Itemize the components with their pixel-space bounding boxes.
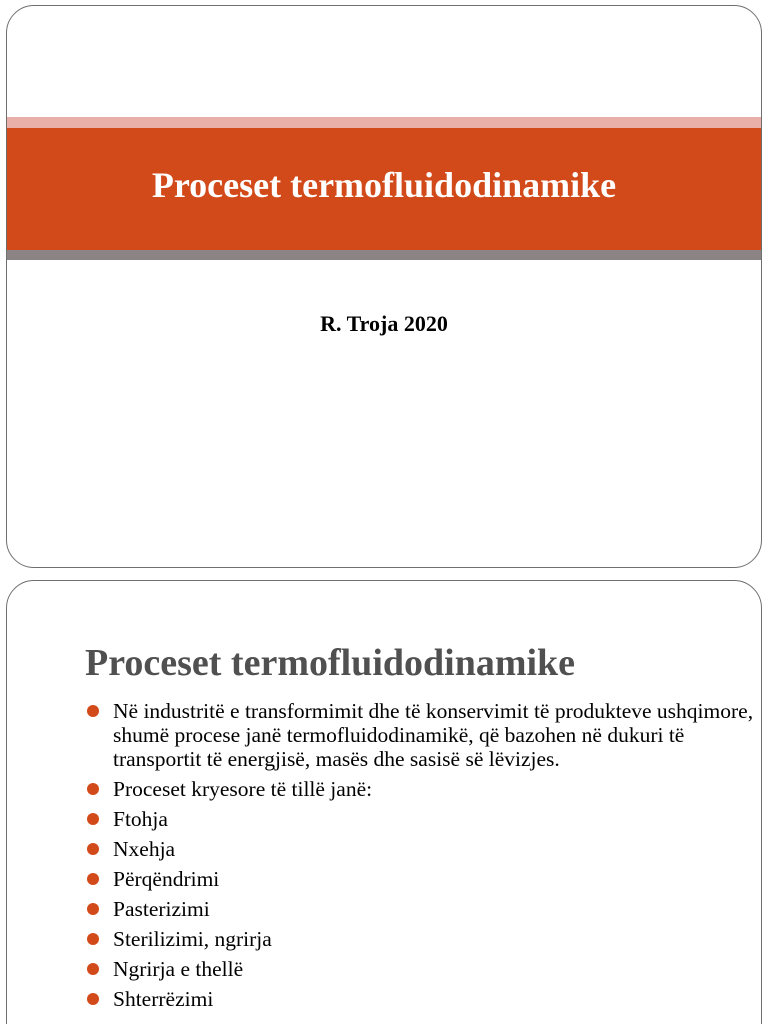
bullet-item <box>87 837 757 861</box>
bullet-item <box>87 777 757 801</box>
bullet-text: Shterrëzimi <box>113 987 214 1011</box>
bullet-dot-icon <box>87 813 99 825</box>
bullet-item <box>87 867 757 891</box>
bullet-item <box>87 927 757 951</box>
title-band-top-stripe <box>7 117 761 128</box>
bullet-dot-icon <box>87 963 99 975</box>
bullet-item <box>87 897 757 921</box>
bullet-text: Në industritë e transformimit dhe të konservimit të produkteve ushqimore, shumë procese janë termofluidodinamikë, që bazohen në dukuri të transportit të energjisë, masës dhe sasisë së lëvizjes. <box>113 699 754 771</box>
bullet-text: Ftohja <box>113 807 168 831</box>
bullet-text: Sterilizimi, ngrirja <box>113 927 272 951</box>
bullet-dot-icon <box>87 873 99 885</box>
bullet-text: Proceset kryesore të tillë janë: <box>113 777 373 801</box>
bullet-text: Ngrirja e thellë <box>113 957 244 981</box>
content-slide-heading: Proceset termofluidodinamike <box>85 642 576 684</box>
bullet-text: Pasterizimi <box>113 897 210 921</box>
title-band <box>7 128 761 250</box>
bullet-dot-icon <box>87 783 99 795</box>
bullet-dot-icon <box>87 705 99 717</box>
bullet-item <box>87 807 757 831</box>
bullet-list <box>87 699 757 1017</box>
bullet-dot-icon <box>87 903 99 915</box>
bullet-dot-icon <box>87 843 99 855</box>
bullet-text: Nxehja <box>113 837 176 861</box>
bullet-item <box>87 957 757 981</box>
bullet-text: Përqëndrimi <box>113 867 220 891</box>
title-band-bottom-stripe <box>7 250 761 260</box>
bullet-dot-icon <box>87 933 99 945</box>
bullet-dot-icon <box>87 993 99 1005</box>
slide-title <box>6 5 762 568</box>
slide-subtitle: R. Troja 2020 <box>320 311 448 336</box>
slide-title-heading: Proceset termofluidodinamike <box>151 165 617 205</box>
bullet-item <box>87 699 757 771</box>
slide-content <box>6 580 762 1024</box>
bullet-item <box>87 987 757 1011</box>
